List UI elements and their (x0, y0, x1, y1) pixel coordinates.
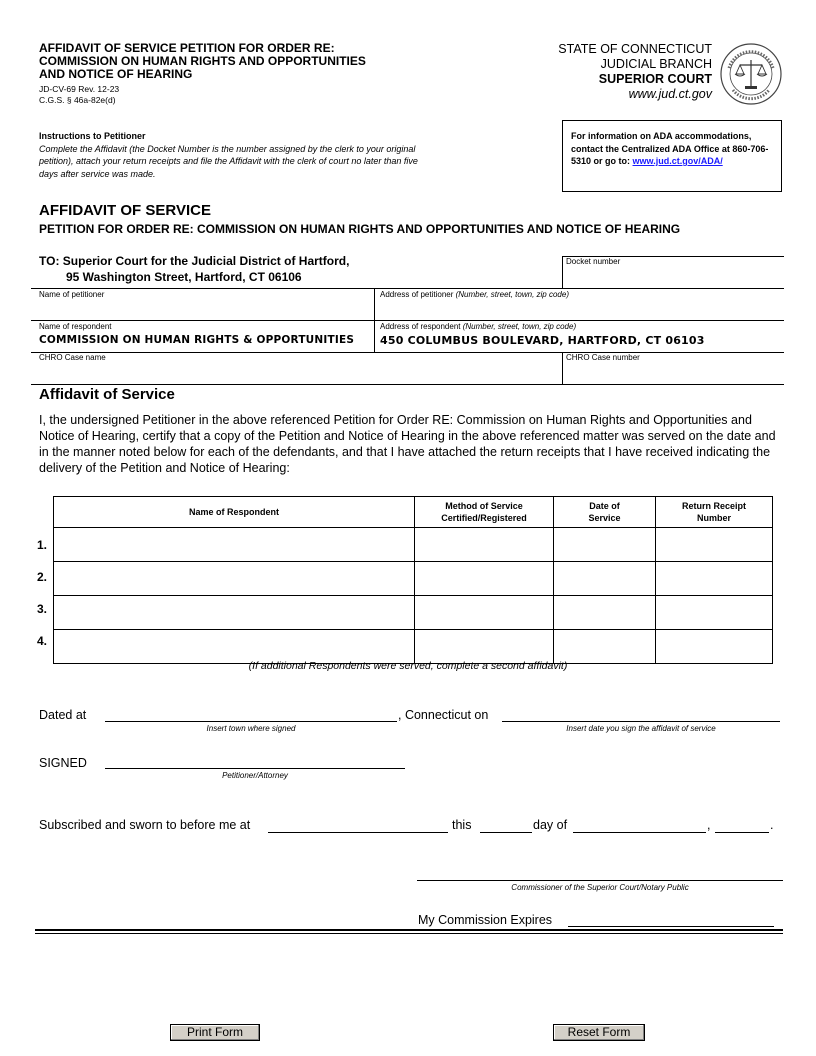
comma-label: , (707, 818, 711, 832)
form-id: JD-CV-69 Rev. 12-23 (39, 84, 120, 94)
commissioner-hint: Commissioner of the Superior Court/Notary Public (511, 883, 689, 892)
grid-line (31, 288, 784, 289)
header-date-line2: Service (588, 513, 621, 523)
affidavit-heading: Affidavit of Service (39, 386, 175, 403)
signed-label: SIGNED (39, 756, 87, 770)
court-address-line1: TO: Superior Court for the Judicial District of Hartford, (39, 254, 350, 268)
respondent-name-cell[interactable] (54, 596, 415, 630)
method-cell[interactable] (415, 528, 554, 562)
court-address-line2: 95 Washington Street, Hartford, CT 06106 (66, 270, 302, 284)
form-statute: C.G.S. § 46a-82e(d) (39, 95, 116, 105)
date-cell[interactable] (554, 528, 656, 562)
signer-hint: Petitioner/Attorney (222, 771, 288, 780)
respondent-name-cell[interactable] (54, 630, 415, 664)
grid-line (31, 320, 784, 321)
row-number: 4. (37, 634, 48, 648)
header-receipt-line2: Number (696, 513, 731, 523)
sub-title: PETITION FOR ORDER RE: COMMISSION ON HUMAN RIGHTS AND OPPORTUNITIES AND NOTICE OF HEARING (39, 222, 681, 236)
commission-expires-label: My Commission Expires (418, 913, 553, 927)
chro-case-name-field[interactable] (39, 353, 557, 383)
court-website: www.jud.ct.gov (628, 87, 712, 101)
chro-case-number-label: CHRO Case number (566, 353, 640, 362)
sworn-month-input[interactable] (573, 832, 706, 833)
instructions (39, 130, 439, 180)
instructions-heading: Instructions to Petitioner (39, 131, 146, 141)
table-row (54, 528, 773, 562)
sworn-day-input[interactable] (480, 832, 532, 833)
row-number: 2. (37, 570, 48, 584)
petitioner-address-field[interactable] (380, 290, 780, 320)
respondent-address-label: Address of respondent (380, 322, 461, 331)
respondent-address-label-wrap (380, 322, 780, 331)
table-row (54, 596, 773, 630)
header-method-line2: Certified/Registered (441, 513, 527, 523)
grid-divider (562, 352, 563, 384)
date-signed-input[interactable] (502, 721, 780, 722)
instructions-body: Complete the Affidavit (the Docket Number is the number assigned by the clerk to your original petition), attach your return receipts and file the Affidavit with the clerk of court no later than five days after service was made. (39, 143, 418, 179)
date-hint: Insert date you sign the affidavit of service (566, 724, 716, 733)
date-cell[interactable] (554, 630, 656, 664)
form-info (39, 84, 119, 106)
bottom-rule-thin (35, 933, 783, 934)
method-cell[interactable] (415, 562, 554, 596)
subscribed-label: Subscribed and sworn to before me at (39, 818, 251, 832)
town-hint: Insert town where signed (206, 724, 296, 733)
header-date (554, 497, 656, 528)
period-label: . (770, 818, 774, 832)
method-cell[interactable] (415, 630, 554, 664)
receipt-cell[interactable] (656, 630, 773, 664)
date-cell[interactable] (554, 596, 656, 630)
day-of-label: day of (533, 818, 568, 832)
method-cell[interactable] (415, 596, 554, 630)
respondent-name-cell[interactable] (54, 562, 415, 596)
respondent-address-field[interactable] (380, 322, 780, 352)
docket-number-field[interactable] (566, 257, 780, 287)
receipt-cell[interactable] (656, 562, 773, 596)
court-address (39, 253, 349, 285)
header-date-line1: Date of (589, 501, 620, 511)
receipt-cell[interactable] (656, 596, 773, 630)
signature-input[interactable] (105, 768, 405, 769)
judicial-seal-logo (719, 42, 783, 106)
connecticut-on-label: , Connecticut on (398, 708, 489, 722)
bottom-rule (35, 929, 783, 931)
dated-at-label: Dated at (39, 708, 87, 722)
respondent-name-cell[interactable] (54, 528, 415, 562)
header-receipt-line1: Return Receipt (681, 501, 746, 511)
header-name: Name of Respondent (54, 497, 415, 528)
petitioner-address-label-wrap (380, 290, 780, 299)
grid-line (31, 384, 784, 385)
table-header-row (54, 497, 773, 528)
chro-case-name-label: CHRO Case name (39, 353, 106, 362)
respondent-table (53, 496, 773, 664)
ada-text: For information on ADA accommodations, contact the Centralized ADA Office at 860-706-5310 or go to: (571, 131, 769, 166)
chro-case-number-field[interactable] (566, 353, 780, 383)
respondent-address-hint: (Number, street, town, zip code) (462, 322, 577, 331)
date-cell[interactable] (554, 562, 656, 596)
sworn-year-input[interactable] (715, 832, 769, 833)
main-title: AFFIDAVIT OF SERVICE (39, 202, 211, 219)
affidavit-text: I, the undersigned Petitioner in the above referenced Petition for Order RE: Commission on Human Rights and Opportunities and Notice of Hearing, certify that a copy of the Petition and Notice of Hearing in the above referenced matter was served on the date and in the manner noted below for each of the defendants, and that I have attached the return receipts that I have received indicating the delivery of the Petition and Notice of Hearing: (39, 413, 776, 475)
ada-info-box (562, 120, 782, 192)
print-form-button[interactable]: Print Form (170, 1024, 260, 1041)
table-row (54, 630, 773, 664)
docket-number-label: Docket number (566, 257, 621, 266)
header-receipt (656, 497, 773, 528)
reset-form-button[interactable]: Reset Form (553, 1024, 645, 1041)
commissioner-signature-input[interactable] (417, 880, 783, 881)
respondent-name-label: Name of respondent (39, 322, 112, 331)
branch-name: JUDICIAL BRANCH (600, 57, 712, 71)
header-method-line1: Method of Service (445, 501, 523, 511)
form-title: AFFIDAVIT OF SERVICE PETITION FOR ORDER RE: COMMISSION ON HUMAN RIGHTS AND OPPORTUNITIES AND NOTICE OF HEARING (39, 41, 366, 81)
state-name: STATE OF CONNECTICUT (558, 42, 712, 56)
petitioner-address-label: Address of petitioner (380, 290, 454, 299)
town-signed-input[interactable] (105, 721, 397, 722)
ada-link[interactable]: www.jud.ct.gov/ADA/ (632, 156, 723, 166)
respondent-address-value: 450 COLUMBUS BOULEVARD, HARTFORD, CT 06103 (380, 334, 705, 347)
docket-left-line (562, 256, 563, 288)
respondent-name-value: COMMISSION ON HUMAN RIGHTS & OPPORTUNITIES (39, 334, 355, 346)
petitioner-name-label: Name of petitioner (39, 290, 105, 299)
respondent-name-field[interactable] (39, 322, 369, 352)
grid-divider (374, 288, 375, 352)
commission-expires-input[interactable] (568, 926, 774, 927)
table-note: (If additional Respondents were served, complete a second affidavit) (248, 660, 568, 672)
court-info (520, 42, 712, 102)
receipt-cell[interactable] (656, 528, 773, 562)
row-number: 1. (37, 538, 48, 552)
petitioner-name-field[interactable] (39, 290, 369, 320)
court-name: SUPERIOR COURT (598, 72, 712, 86)
sworn-location-input[interactable] (268, 832, 448, 833)
this-label: this (452, 818, 472, 832)
row-number: 3. (37, 602, 48, 616)
table-row (54, 562, 773, 596)
header-method (415, 497, 554, 528)
petitioner-address-hint: (Number, street, town, zip code) (455, 290, 569, 299)
